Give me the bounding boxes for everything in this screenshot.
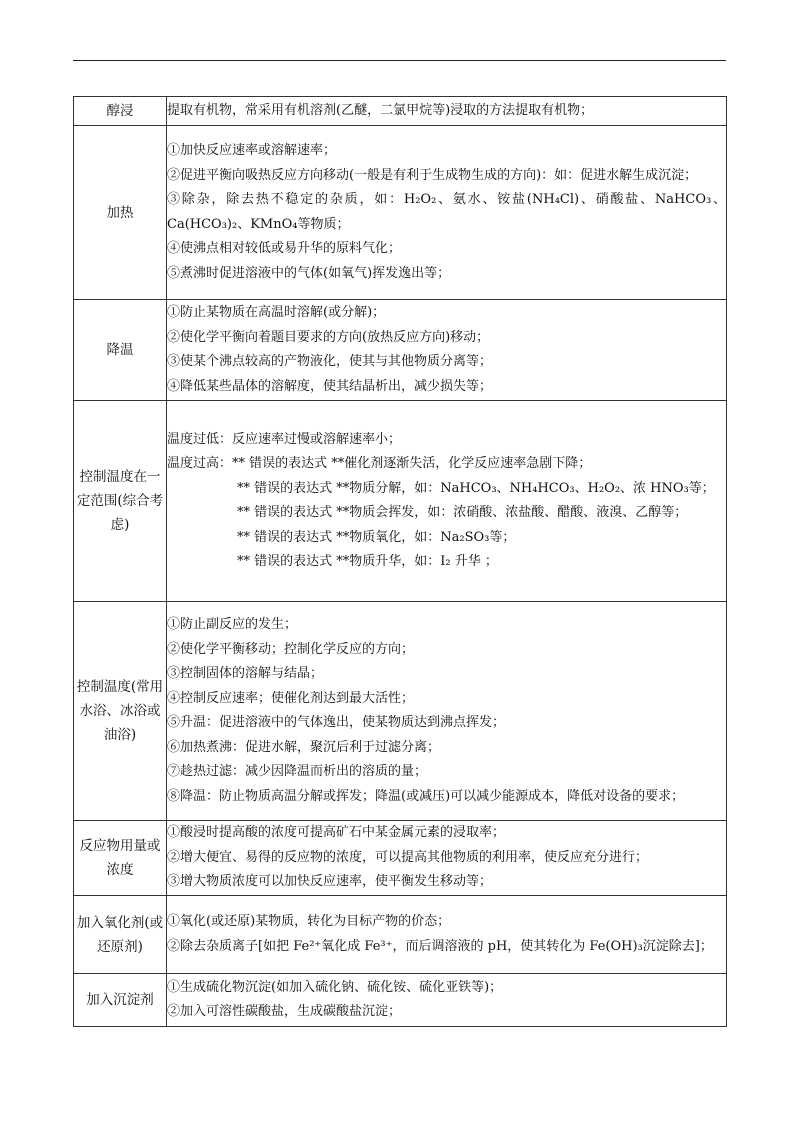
content-line: ④使沸点相对较低或易升华的原料气化；: [167, 241, 402, 256]
content-line: ②使化学平衡向着题目要求的方向(放热反应方向)移动；: [167, 329, 490, 345]
row-key: 控制温度(常用水浴、冰浴或油浴): [74, 602, 167, 821]
table-row: [74, 126, 727, 300]
content-line: ⑥加热煮沸：促进水解，聚沉后利于过滤分离；: [167, 739, 441, 755]
row-key: 反应物用量或浓度: [74, 821, 167, 896]
content-line: ** 错误的表达式 **物质会挥发，如：浓硝酸、浓盐酸、醋酸、液溴、乙醇等；: [237, 505, 688, 520]
row-key: 加入氧化剂(或还原剂): [74, 896, 167, 974]
content-line: 温度过高：** 错误的表达式 **催化剂逐渐失活，化学反应速率急剧下降；: [167, 456, 592, 471]
content-line: ①氧化(或还原)某物质，转化为目标产物的价态；: [167, 914, 451, 929]
content-line: 提取有机物，常采用有机溶剂(乙醚，二氯甲烷等)浸取的方法提取有机物；: [167, 102, 594, 118]
header-rule: [73, 60, 726, 61]
content-line: ④控制反应速率；使催化剂达到最大活性；: [167, 690, 415, 706]
process-conditions-table: [73, 96, 727, 1027]
content-line: ②加入可溶性碳酸盐，生成碳酸盐沉淀；: [167, 1004, 402, 1019]
content-line: ③增大物质浓度可以加快反应速率，使平衡发生移动等；: [167, 874, 493, 890]
table-row: [74, 896, 727, 974]
content-line: ** 错误的表达式 **物质升华，如：I₂ 升华 ；: [237, 554, 498, 569]
table-row: [74, 821, 727, 896]
content-line: ①生成硫化物沉淀(如加入硫化钠、硫化铵、硫化亚铁等)；: [167, 979, 503, 995]
row-content: [167, 896, 727, 974]
row-content: [167, 97, 727, 126]
table-row: [74, 602, 727, 821]
row-key: 醇浸: [74, 97, 167, 126]
content-line: ①酸浸时提高酸的浓度可提高矿石中某金属元素的浸取率；: [167, 825, 506, 841]
row-content: [167, 300, 727, 401]
row-key: 降温: [74, 300, 167, 401]
content-line: ②除去杂质离子[如把 Fe²⁺氧化成 Fe³⁺，而后调溶液的 pH，使其转化为 Fe(OH)₃沉淀除去]；: [167, 938, 713, 954]
content-line: ⑤升温：促进溶液中的气体逸出，使某物质达到沸点挥发；: [167, 715, 506, 730]
row-key: 加入沉淀剂: [74, 974, 167, 1027]
row-key: 控制温度在一定范围(综合考虑): [74, 401, 167, 602]
table-row: [74, 401, 727, 602]
row-content: [167, 602, 727, 821]
content-line: ①防止某物质在高温时溶解(或分解)；: [167, 305, 386, 320]
content-line: ③除杂，除去热不稳定的杂质，如：H₂O₂、氨水、铵盐(NH₄Cl)、硝酸盐、NaHCO₃、Ca(HCO₃)₂、KMnO₄等物质；: [167, 192, 726, 232]
content-line: ①加快反应速率或溶解速率；: [167, 143, 337, 158]
content-line: ①防止副反应的发生；: [167, 617, 298, 632]
content-line: ③使某个沸点较高的产物液化，使其与其他物质分离等；: [167, 354, 493, 369]
content-line: ④降低某些晶体的溶解度，使其结晶析出，减少损失等；: [167, 378, 493, 394]
content-line: ③控制固体的溶解与结晶；: [167, 666, 324, 681]
table-row: [74, 300, 727, 401]
row-content: [167, 974, 727, 1027]
content-line: ②使化学平衡移动；控制化学反应的方向；: [167, 641, 415, 657]
content-line: ⑧降温：防止物质高温分解或挥发；降温(或减压)可以减少能源成本，降低对设备的要求；: [167, 788, 685, 804]
row-content: [167, 401, 727, 602]
content-line: ** 错误的表达式 **物质氧化，如：Na₂SO₃等；: [237, 529, 516, 545]
row-key: 加热: [74, 126, 167, 300]
content-line: ②增大便宜、易得的反应物的浓度，可以提高其他物质的利用率，使反应充分进行；: [167, 849, 649, 865]
row-content: [167, 821, 727, 896]
content-line: ⑦趁热过滤：减少因降温而析出的溶质的量；: [167, 764, 428, 779]
content-line: 温度过低：反应速率过慢或溶解速率小；: [167, 431, 402, 447]
table-row: [74, 97, 727, 126]
table-row: [74, 974, 727, 1027]
content-line: ** 错误的表达式 **物质分解，如：NaHCO₃、NH₄HCO₃、H₂O₂、浓 HNO₃等；: [237, 480, 715, 496]
content-line: ②促进平衡向吸热反应方向移动(一般是有利于生成物生成的方向)：如：促进水解生成沉淀；: [167, 167, 698, 183]
content-line: ⑤煮沸时促进溶液中的气体(如氧气)挥发逸出等；: [167, 265, 451, 281]
row-content: [167, 126, 727, 300]
